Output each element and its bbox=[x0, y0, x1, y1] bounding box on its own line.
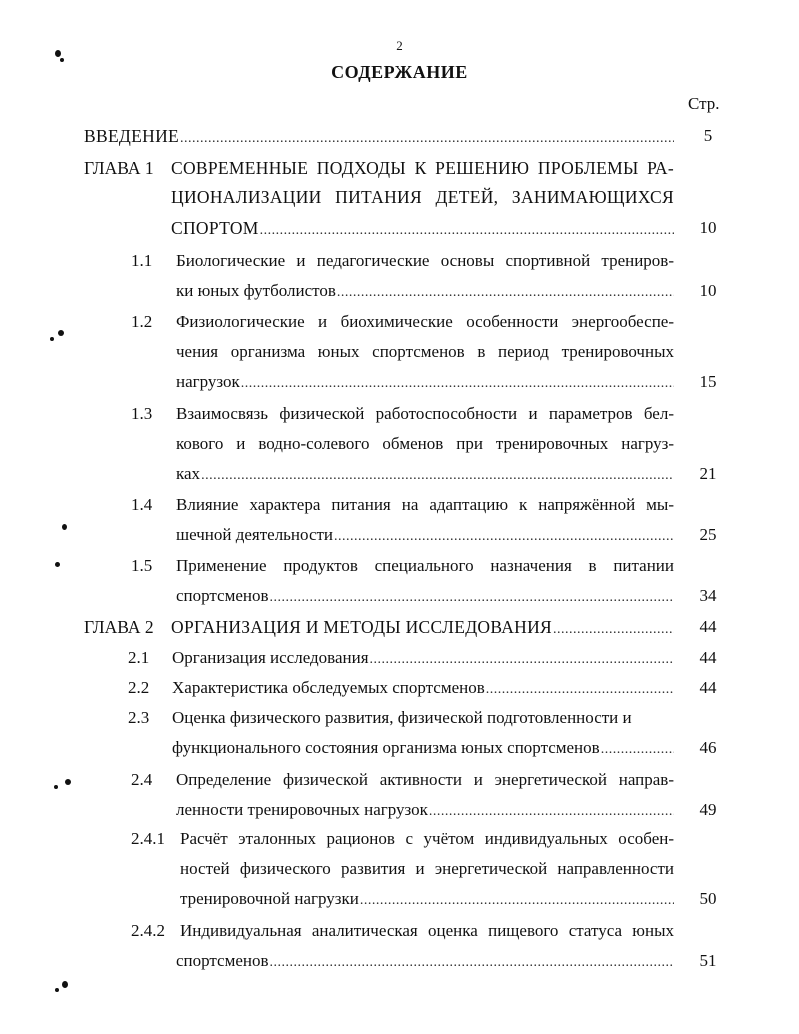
toc-section-number: 2.3 bbox=[128, 708, 150, 727]
toc-entry-text: ленности тренировочных нагрузок bbox=[176, 800, 428, 819]
toc-entry-text: Влияние характера питания на адаптацию к напряжённой мы- bbox=[176, 495, 674, 514]
toc-entry-text: ВВЕДЕНИЕ bbox=[84, 126, 180, 146]
toc-entry-text-line bbox=[172, 648, 674, 674]
toc-entry-text-line bbox=[176, 281, 674, 307]
dot-leader bbox=[334, 529, 674, 545]
toc-section-number: 1.3 bbox=[131, 404, 153, 423]
dot-leader bbox=[337, 285, 674, 301]
scan-speck bbox=[65, 779, 71, 785]
toc-entry-text-line bbox=[171, 187, 674, 213]
scan-speck bbox=[55, 988, 59, 992]
toc-page-number: 34 bbox=[699, 586, 717, 605]
toc-entry-text: Индивидуальная аналитическая оценка пищевого статуса юных bbox=[180, 921, 674, 940]
toc-entry-text: кового и водно-солевого обменов при тренировочных нагруз- bbox=[176, 434, 674, 453]
toc-chapter-number: ГЛАВА 2 bbox=[84, 617, 154, 637]
toc-entry-text: функционального состояния организма юных спортсменов bbox=[172, 738, 600, 757]
toc-entry-text: чения организма юных спортсменов в период тренировочных bbox=[176, 342, 674, 361]
toc-page-number: 15 bbox=[699, 372, 717, 391]
toc-entry-text-line bbox=[171, 158, 674, 184]
toc-page-number: 21 bbox=[699, 464, 717, 483]
toc-entry-text-line bbox=[176, 404, 674, 430]
toc-page-number: 10 bbox=[699, 281, 717, 300]
toc-entry-text-line bbox=[171, 218, 674, 244]
toc-page-number: 10 bbox=[699, 218, 717, 237]
toc-entry-text: Взаимосвязь физической работоспособности и параметров бел- bbox=[176, 404, 674, 423]
page-title: СОДЕРЖАНИЕ bbox=[331, 62, 468, 82]
toc-entry-text-line bbox=[176, 525, 674, 551]
toc-section-number: 1.4 bbox=[131, 495, 153, 514]
toc-section-number: 1.2 bbox=[131, 312, 153, 331]
toc-entry-text-line bbox=[176, 312, 674, 338]
toc-entry-text: Оценка физического развития, физической подготовленности и bbox=[172, 708, 632, 727]
toc-section-number: 2.4 bbox=[131, 770, 153, 789]
scan-speck bbox=[55, 50, 61, 57]
toc-entry-text: Применение продуктов специального назначения в питании bbox=[176, 556, 674, 575]
toc-page-number: 50 bbox=[699, 889, 717, 908]
toc-entry-text: шечной деятельности bbox=[176, 525, 334, 544]
scan-speck bbox=[55, 562, 60, 567]
toc-entry-text: спортсменов bbox=[176, 951, 269, 970]
toc-entry-text-line bbox=[180, 921, 674, 947]
dot-leader bbox=[601, 742, 674, 758]
dot-leader bbox=[270, 590, 674, 606]
scan-speck bbox=[54, 785, 58, 789]
toc-entry-text: СПОРТОМ bbox=[171, 218, 259, 238]
toc-entry-text-line bbox=[171, 617, 674, 643]
toc-entry-text-line bbox=[176, 951, 674, 977]
page-number: 2 bbox=[396, 38, 403, 53]
dot-leader bbox=[260, 223, 674, 239]
toc-entry-text: Расчёт эталонных рационов с учётом индивидуальных особен- bbox=[180, 829, 674, 848]
toc-entry-text: ках bbox=[176, 464, 201, 483]
toc-section-number: 2.4.1 bbox=[131, 829, 165, 848]
dot-leader bbox=[553, 622, 674, 638]
dot-leader bbox=[429, 804, 674, 820]
toc-entry-text-line bbox=[176, 770, 674, 796]
toc-page-number: 51 bbox=[699, 951, 717, 970]
toc-page-number: 5 bbox=[703, 126, 713, 145]
toc-entry-text-line bbox=[176, 434, 674, 460]
toc-entry-text-line bbox=[172, 678, 674, 704]
toc-page-number: 49 bbox=[699, 800, 717, 819]
dot-leader bbox=[241, 376, 674, 392]
toc-entry-text-line bbox=[180, 829, 674, 855]
scan-speck bbox=[62, 524, 67, 530]
scan-speck bbox=[58, 330, 64, 336]
toc-page-number: 25 bbox=[699, 525, 717, 544]
scan-speck bbox=[50, 337, 54, 341]
toc-entry-text: Физиологические и биохимические особенности энергообеспе- bbox=[176, 312, 674, 331]
toc-page-number: 44 bbox=[699, 648, 717, 667]
toc-entry-text: тренировочной нагрузки bbox=[180, 889, 359, 908]
toc-entry-text-line bbox=[176, 495, 674, 521]
toc-section-number: 2.4.2 bbox=[131, 921, 165, 940]
toc-entry-text-line bbox=[176, 464, 674, 490]
toc-entry-introduction bbox=[84, 126, 674, 152]
dot-leader bbox=[180, 131, 674, 147]
toc-entry-text: СОВРЕМЕННЫЕ ПОДХОДЫ К РЕШЕНИЮ ПРОБЛЕМЫ РА- bbox=[171, 158, 674, 178]
dot-leader bbox=[270, 955, 674, 971]
toc-entry-text: Характеристика обследуемых спортсменов bbox=[172, 678, 485, 697]
toc-section-number: 2.1 bbox=[128, 648, 150, 667]
toc-entry-text: Определение физической активности и энергетической направ- bbox=[176, 770, 674, 789]
toc-page-number: 44 bbox=[699, 617, 717, 636]
toc-entry-text-line bbox=[176, 342, 674, 368]
toc-page-number: 44 bbox=[699, 678, 717, 697]
toc-entry-text: ки юных футболистов bbox=[176, 281, 336, 300]
dot-leader bbox=[370, 652, 674, 668]
toc-entry-text-line bbox=[176, 251, 674, 277]
toc-entry-text-line bbox=[176, 800, 674, 826]
toc-section-number: 2.2 bbox=[128, 678, 150, 697]
toc-page-number: 46 bbox=[699, 738, 717, 757]
dot-leader bbox=[201, 468, 674, 484]
toc-entry-text: Биологические и педагогические основы спортивной трениров- bbox=[176, 251, 674, 270]
toc-entry-text-line bbox=[180, 889, 674, 915]
toc-entry-text-line bbox=[176, 556, 674, 582]
toc-entry-text: ЦИОНАЛИЗАЦИИ ПИТАНИЯ ДЕТЕЙ, ЗАНИМАЮЩИХСЯ bbox=[171, 187, 674, 207]
toc-entry-text: Организация исследования bbox=[172, 648, 369, 667]
scan-speck bbox=[60, 58, 64, 62]
pages-column-label: Стр. bbox=[688, 94, 720, 113]
dot-leader bbox=[360, 893, 674, 909]
toc-entry-text-line bbox=[172, 738, 674, 764]
toc-chapter-number: ГЛАВА 1 bbox=[84, 158, 154, 178]
scan-speck bbox=[62, 981, 68, 988]
dot-leader bbox=[486, 682, 674, 698]
toc-entry-text: ностей физического развития и энергетической направленности bbox=[180, 859, 674, 878]
toc-section-number: 1.1 bbox=[131, 251, 153, 270]
toc-entry-text-line bbox=[176, 586, 674, 612]
toc-entry-text: нагрузок bbox=[176, 372, 240, 391]
toc-entry-text-line bbox=[176, 372, 674, 398]
toc-section-number: 1.5 bbox=[131, 556, 153, 575]
toc-entry-text-line bbox=[180, 859, 674, 885]
toc-entry-text-line bbox=[172, 708, 674, 734]
toc-entry-text: спортсменов bbox=[176, 586, 269, 605]
toc-entry-text: ОРГАНИЗАЦИЯ И МЕТОДЫ ИССЛЕДОВАНИЯ bbox=[171, 617, 553, 637]
